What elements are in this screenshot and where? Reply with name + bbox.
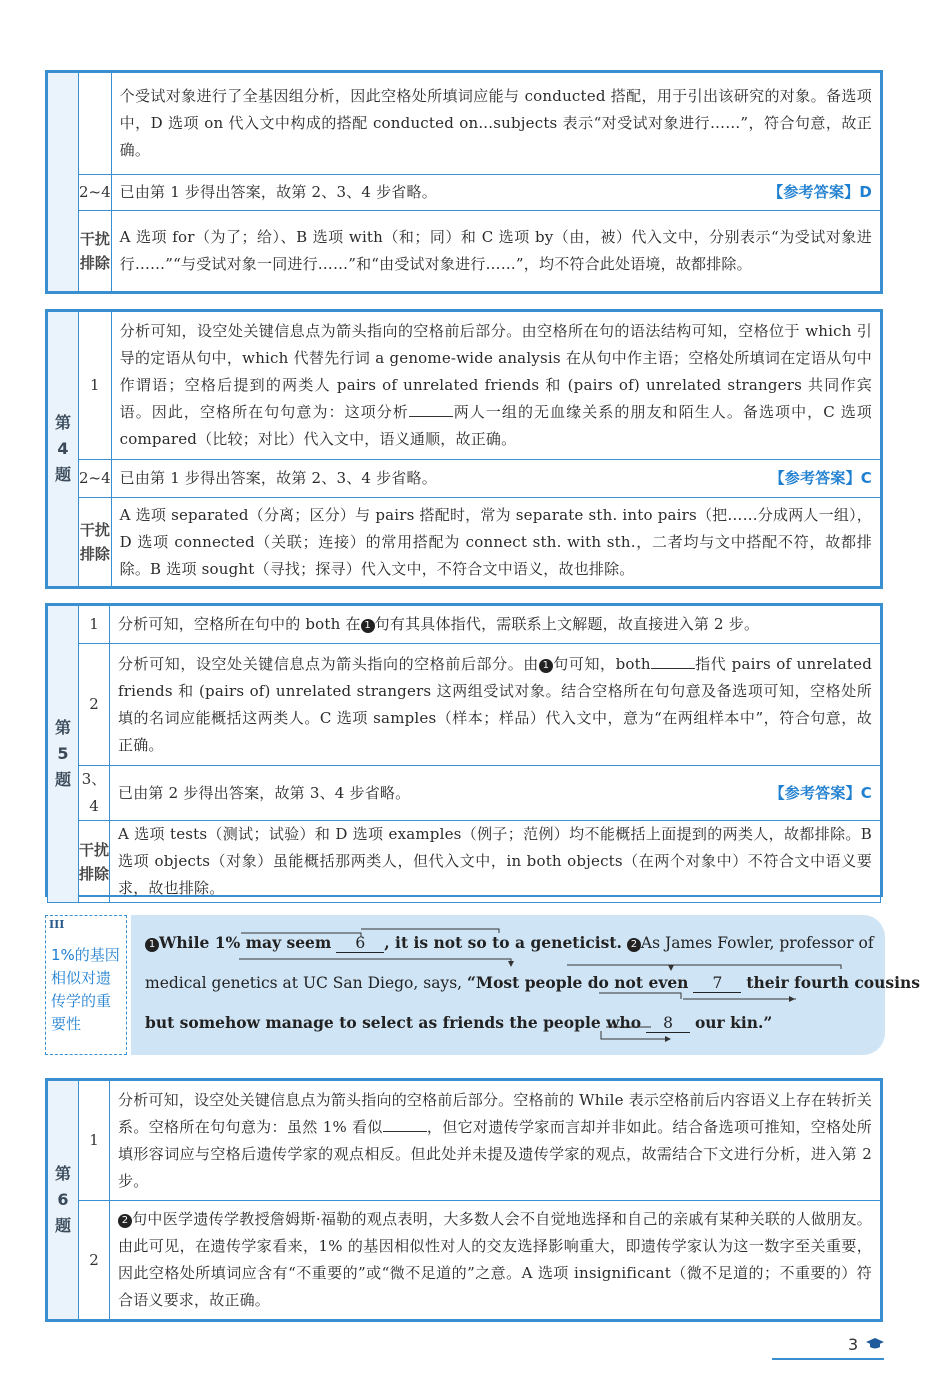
q3-answer: 【参考答案】D [768, 183, 872, 201]
q3-table [45, 70, 883, 294]
q5-row3-text: 已由第 2 步得出答案，故第 3、4 步省略。 [118, 783, 411, 802]
blank-7: 7 [693, 974, 741, 993]
sentence-2-marker: 2 [118, 1214, 132, 1228]
q3-row2-step: 2~4 [79, 175, 112, 211]
q4-row2-text: 已由第 1 步得出答案，故第 2、3、4 步省略。 [119, 469, 437, 487]
q4-answer: 【参考答案】C [769, 469, 872, 487]
sentence-2-marker: 2 [627, 938, 641, 952]
q5-row3 [110, 766, 881, 821]
q4-title: 第 4 题 [48, 312, 79, 587]
q5-title: 第 5 题 [48, 606, 79, 903]
page-number: 3 [848, 1335, 859, 1354]
q4-row2-step: 2~4 [79, 460, 112, 498]
page-rule [772, 1358, 884, 1360]
q3-side [48, 73, 79, 292]
arrow-line-7c [599, 993, 681, 999]
q5-row3-step: 3、4 [79, 766, 110, 821]
q6-row1-step: 1 [79, 1081, 110, 1201]
q3-distract-label: 干扰 排除 [79, 211, 112, 292]
section3-passage [131, 915, 920, 1055]
q6-row2-step: 2 [79, 1201, 110, 1320]
q6-title: 第 6 题 [48, 1081, 79, 1320]
q5-distract-text: A 选项 tests（测试；试验）和 D 选项 examples（例子；范例）均不能概括上面提到的两类人，故都排除。B 选项 objects（对象）虽能概括那两类人，但代入文中，in both objects（在两个对象中）不符合文中语义要求，故也排除。 [110, 821, 881, 903]
sentence-1-marker: 1 [145, 938, 159, 952]
q4-distract-label: 干扰 排除 [79, 498, 112, 587]
q4-row1-text: 分析可知，设空处关键信息点为箭头指向的空格前后部分。由空格所在句的语法结构可知，空格位于 which 引导的定语从句中，which 代替先行词 a genome-wide analysis 在从句中作主语；空格处所填词在定语从句中作谓语；空格后提到的两类人 pairs of unrelated friends 和 (pairs of) unrelated strangers 共同作宾语。因此，空格所在句句意为：这项分析 两人一组的无血缘关系的朋友和陌生人。备选项中，C 选项 compared（比较；对比）代入文中，语义通顺，故正确。 [111, 312, 880, 460]
q5-table [45, 603, 883, 897]
sentence-1-marker: 1 [361, 619, 375, 633]
q6-row1-text: 分析可知，设空处关键信息点为箭头指向的空格前后部分。空格前的 While 表示空格前后内容语义上存在转折关系。空格所在句句意为：虽然 1% 看似 ，但它对遗传学家而言却并非如此。结合备选项可推知，空格处所填形容词应与空格后遗传学家的观点相反。但此处并未提及遗传学家的观点，故需结合下文进行分析，进入第 2 步。 [110, 1081, 881, 1201]
section3-label [45, 915, 127, 1055]
q3-row2-text: 已由第 1 步得出答案，故第 2、3、4 步省略。 [119, 183, 437, 201]
arrow-head-6 [508, 961, 514, 967]
q5-answer-blank [651, 654, 695, 669]
q4-row2 [111, 460, 880, 498]
q3-row2 [111, 175, 880, 211]
q5-distract-label: 干扰 排除 [79, 821, 110, 903]
section3-roman: III [49, 918, 65, 931]
arrow-head-7b [789, 996, 795, 1002]
q3-step-empty [79, 73, 112, 175]
q6-answer-blank [383, 1117, 427, 1132]
q5-row2-text: 分析可知，设空处关键信息点为箭头指向的空格前后部分。由 1 句可知，both 指代 pairs of unrelated friends 和 (pairs of) unrelated strangers 这两组受试对象。结合空格所在句句意及备选项可知，空格处所填的名词应能概括这两类人。C 选项 samples（样本；样品）代入文中，意为“在两组样本中”，符合句意，故正确。 [110, 644, 881, 766]
arrow-line-7b [671, 965, 841, 969]
passage-line-1: 1 While 1% may seem 6 , it is not so to a geneticist. 2 As James Fowler, professor of [145, 933, 874, 953]
arrow-line-6d [363, 959, 511, 965]
arrow-head-7 [668, 965, 674, 971]
blank-8: 8 [646, 1014, 690, 1033]
q5-row1-step: 1 [79, 606, 110, 644]
q6-table [45, 1078, 883, 1322]
q5-answer: 【参考答案】C [769, 783, 872, 802]
q4-distract-text: A 选项 separated（分离；区分）与 pairs 搭配时，常为 separate sth. into pairs（把……分成两人一组），D 选项 connected（关联；连接）的常用搭配为 connect sth. with sth.，二者均与文中搭配不符，故都排除。B 选项 sought（寻找；探寻）代入文中，不符合文中语义，故也排除。 [111, 498, 880, 587]
sentence-1-marker: 1 [539, 659, 553, 673]
section3-title: 1%的基因相似对遗传学的重要性 [51, 946, 120, 1033]
passage-line-3: but somehow manage to select as friends the people who 8 our kin.” [145, 1013, 773, 1032]
q4-row1-step: 1 [79, 312, 112, 460]
q6-row2-text: 2 句中医学遗传学教授詹姆斯·福勒的观点表明，大多数人会不自觉地选择和自己的亲戚有某种关联的人做朋友。由此可见，在遗传学家看来，1% 的基因相似性对人的交友选择影响重大，即遗传学家认为这一数字至关重要，因此空格处所填词应含有“不重要的”或“微不足道的”之意。A 选项 insignificant（微不足道的；不重要的）符合语义要求，故正确。 [110, 1201, 881, 1320]
q3-distract-text: A 选项 for（为了；给）、B 选项 with（和；同）和 C 选项 by（由，被）代入文中，分别表示“为受试对象进行……”“与受试对象一同进行……”和“由受试对象进行……”，均不符合此处语境，故都排除。 [111, 211, 880, 292]
passage-line-2: medical genetics at UC San Diego, says, “Most people do not even 7 their fourth cousins [145, 973, 920, 992]
q4-table [45, 309, 883, 589]
blank-6: 6 [336, 934, 384, 953]
q5-row2-step: 2 [79, 644, 110, 766]
graduation-cap-icon [866, 1338, 884, 1350]
arrow-head-8 [665, 1036, 671, 1042]
arrow-line-7a [567, 965, 671, 969]
q5-row1-text: 分析可知，空格所在句中的 both 在 1 句有其具体指代，需联系上文解题，故直接进入第 2 步。 [110, 606, 881, 644]
q4-answer-blank [409, 402, 453, 417]
q3-row1-text: 个受试对象进行了全基因组分析，因此空格处所填词应能与 conducted 搭配，用于引出该研究的对象。备选项中，D 选项 on 代入文中构成的搭配 conducted on...subjects 表示“对受试对象进行……”，符合句意，故正确。 [111, 73, 880, 175]
